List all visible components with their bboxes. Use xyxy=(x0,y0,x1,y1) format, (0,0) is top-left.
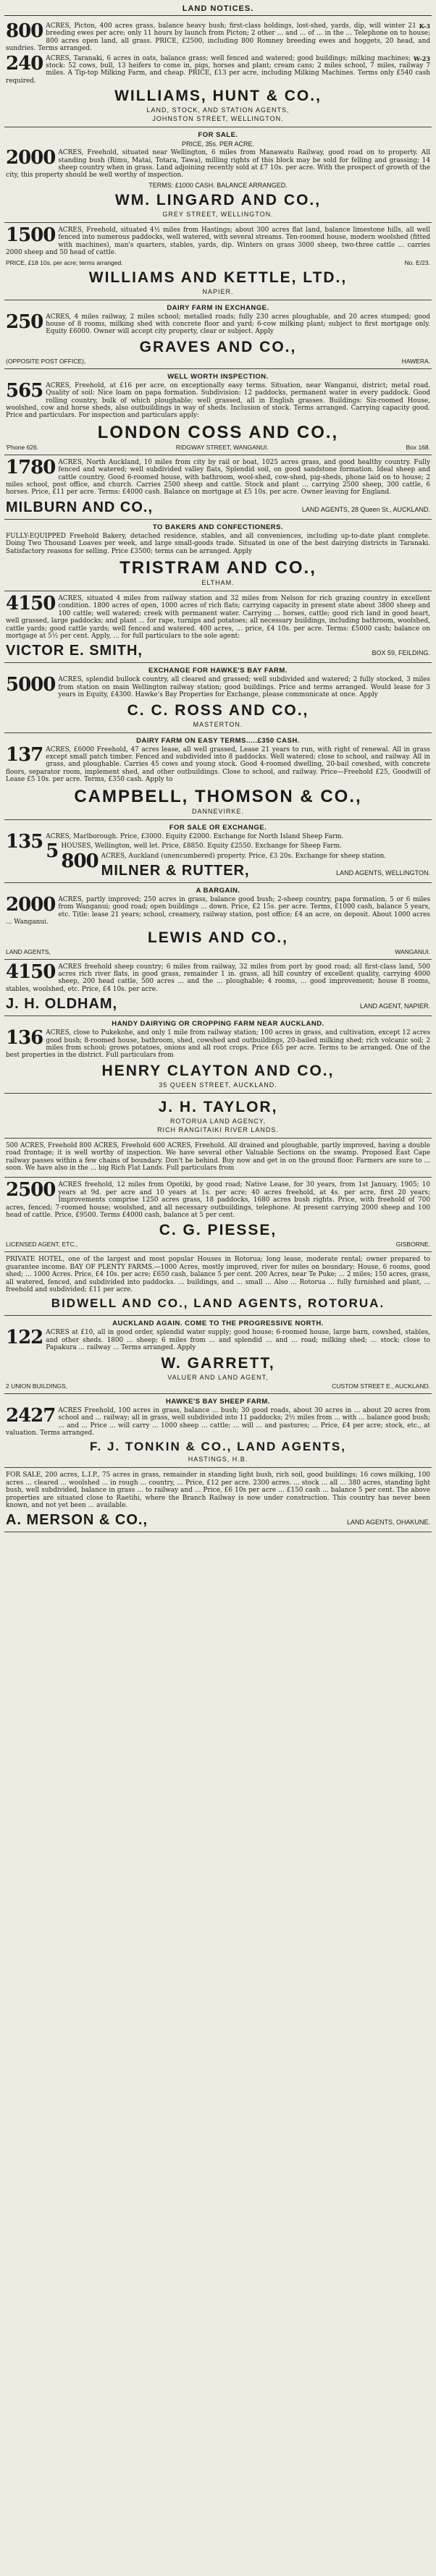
listing-text: ACRES freehold sheep country; 6 miles from railway, 32 miles from port by good road; all first-class land, 500 acres rich river flats, in good grass, remainder 1 in. grass, all hill country of excellent quality, carrying 4000 sheep, 200 head cattle, 500 acres ... and the ... ploughable; 4 rooms, ... good improvement; house 8 rooms, stables, woolshed, etc. Price, £4 10s. per acre. xyxy=(6,963,430,993)
listing-text: ACRES, Picton, 400 acres grass, balance heavy bush; first-class holdings, lost-shed, yards, dip, will winter 21 breeding ewes per acre; only 11 hours by launch from Picton; 2 other ... and ... of ... in the ... Telephone on to house; 800 acres open land, all grass. PRICE, £2500, including 800 Romney breeding ewes and hoggets, 20 head, and sundries. Terms arranged. xyxy=(6,22,430,53)
acreage-figure: 122 xyxy=(6,1327,43,1349)
property-listing xyxy=(6,1181,430,1219)
ad-heading: EXCHANGE FOR HAWKE'S BAY FARM. xyxy=(148,667,288,675)
acreage-figure: 2500 xyxy=(6,1179,56,1202)
property-listing xyxy=(6,960,430,994)
acreage-figure: 5 xyxy=(46,840,59,863)
firm-name: CAMPBELL, THOMSON & CO., xyxy=(74,786,362,806)
advertisement-merson xyxy=(4,1468,432,1532)
firm-row xyxy=(6,995,430,1013)
advertisement-lewis xyxy=(4,883,432,960)
acreage-figure: 1780 xyxy=(6,456,56,478)
listing-text: ACRES, Freehold, situated near Wellington, 6 miles from Manawatu Railway, good road on to property. All standing bush (Rimu, Matai, Totara, Tawa), milling rights of this block may be sold for felling and grassing; 14 sheep country when in grass. Land adjoining recently sold at £7 10s. per acre. With the prospect of growth of the city, this property should be well worthy of inspection. xyxy=(6,149,430,180)
advertisement-ross xyxy=(4,663,432,732)
property-listing xyxy=(6,379,430,420)
listing-text: ACRES, Auckland (unencumbered) property. Price, £3 20s. Exchange for sheep station. xyxy=(101,852,387,860)
firm-name: BIDWELL AND CO., LAND AGENTS, ROTORUA. xyxy=(51,1296,385,1311)
firm-address-row xyxy=(6,1241,430,1248)
firm-location: LAND AGENTS, WELLINGTON. xyxy=(336,869,430,877)
address-middle: RIDGWAY STREET, WANGANUI. xyxy=(175,443,269,451)
acreage-figure: 135 xyxy=(6,830,43,853)
advertisement-milburn xyxy=(4,455,432,520)
firm-location: BOX 59, FEILDING. xyxy=(372,649,430,657)
listing-text: FOR SALE, 200 acres, L.I.P., 75 acres in grass, remainder in standing light bush, rich soil, good buildings; 16 cows milking, 100 acres ... cleared ... woolshed ... in rough ... country, ... Price, £12 per acre. 2300 acres. ... stock ... all ... 380 acres, standing light bush, well subdivided, balance in grass ... to railway and ... Price, £6 10s per acre ... £150 cash ... balance 5 per cent. The above properties are situated close to Raetihi, where the Branch Railway is now under construction. This country has never been known, and not yet been ... available. xyxy=(6,1471,430,1509)
listing-text: ACRES Freehold, 100 acres in grass, balance ... bush; 30 good roads, about 30 acres in ... about 20 acres from school and ... railway; all in grass, well subdivided into 11 paddocks; 2½ miles from ... with ... balance good bush; ... and ... Price ... will carry ... 1000 sheep ... cattle; ... will ... and pastures; ... Price, £4 per acre; stock, etc., at valuation. Terms arranged. xyxy=(6,1406,430,1437)
advertisements xyxy=(4,19,432,1532)
property-listing xyxy=(6,1404,430,1437)
advertisement-piesse xyxy=(4,1178,432,1252)
firm-name: MILNER & RUTTER, xyxy=(101,862,250,879)
listing-text: ACRES, situated 4 miles from railway station and 32 miles from Nelson for rich grazing country in excellent condition. 1800 acres of open, 1000 acres of rich flats; carrying capacity in present state about 3800 sheep and 100 cattle; well watered; creek with permanent water. Carrying ... horses, cattle; good rich land in good heart, well grassed, large paddocks; and plant ... for rape, turnips and potatoes; all necessary buildings, including bathroom, woolshed, cattle yards; good cattle yards; well fenced and watered. 400 acres, ... price, £4 10s. per acre. Terms: £5000 cash; balance on mortgage at 5½ per cent. Apply, ... for full particulars to the sole agent: xyxy=(6,595,430,641)
firm-row xyxy=(6,1511,430,1529)
ad-heading: DAIRY FARM IN EXCHANGE. xyxy=(167,303,269,312)
property-listing xyxy=(6,1256,430,1293)
advertisement-taylor xyxy=(4,1094,432,1139)
address-right: HAWERA. xyxy=(401,357,430,365)
property-listing xyxy=(6,893,430,926)
ad-heading: A BARGAIN. xyxy=(196,886,240,895)
property-listing xyxy=(6,1142,430,1173)
firm-name: VICTOR E. SMITH, xyxy=(6,643,143,659)
acreage-figure: 137 xyxy=(6,743,43,766)
firm-subtitle: LAND, STOCK, AND STATION AGENTS, xyxy=(146,106,290,114)
firm-name: MILBURN AND CO., xyxy=(6,499,154,515)
property-listing xyxy=(6,743,430,784)
address-right: GISBORNE. xyxy=(395,1241,430,1249)
property-listing xyxy=(6,1471,430,1509)
address-right: WANGANUI. xyxy=(395,947,430,955)
ad-heading: TO BAKERS AND CONFECTIONERS. xyxy=(152,523,284,531)
firm-location: LAND AGENT, NAPIER. xyxy=(359,1002,430,1010)
firm-name: LEWIS AND CO., xyxy=(147,929,289,946)
address-right: CUSTOM STREET E., AUCKLAND. xyxy=(332,1382,430,1390)
ad-heading: FOR SALE OR EXCHANGE. xyxy=(169,823,267,832)
advertisement-tonkin xyxy=(4,1394,432,1469)
firm-name: J. H. TAYLOR, xyxy=(158,1098,278,1115)
listing-text: HOUSES, Wellington, well let. Price, £8850. Equity £2550. Exchange for Sheep Farm. xyxy=(61,843,342,850)
firm-subtitle: ELTHAM. xyxy=(201,579,235,586)
firm-subtitle: VALUER AND LAND AGENT, xyxy=(167,1373,269,1381)
firm-name: WILLIAMS AND KETTLE, LTD., xyxy=(88,269,348,286)
advertisement-victor xyxy=(4,591,432,663)
property-listing xyxy=(6,595,430,640)
firm-name: A. MERSON & CO., xyxy=(6,1512,148,1529)
address-left: 2 UNION BUILDINGS, xyxy=(6,1382,68,1390)
firm-address: RICH RANGITAIKI RIVER LANDS. xyxy=(157,1126,279,1133)
firm-name: LONDON COSS AND CO., xyxy=(97,422,339,442)
advertisement-taylor-lots xyxy=(4,1139,432,1178)
ad-heading: AUCKLAND AGAIN. COME TO THE PROGRESSIVE NORTH. xyxy=(112,1319,324,1328)
firm-name: C. G. PIESSE, xyxy=(159,1222,277,1239)
ad-subheading: PRICE, 35s. PER ACRE. xyxy=(181,140,255,148)
property-listing xyxy=(6,313,430,336)
firm-address-row xyxy=(6,358,430,365)
firm-row xyxy=(6,642,430,659)
advertisement-clayton xyxy=(4,1016,432,1094)
listing-text: ACRES, Freehold, at £16 per acre, on exceptionally easy terms. Situation, near Wanganui, district; metal road. Quality of soil: Nice loam on papa formation. Subdivision: 12 paddocks, permanent water in every paddock. Good rolling country, bulk of which ploughable; well grassed, all in English grasses. Buildings: Six-roomed House, woolshed, cow and horse sheds, also outbuildings in way of sheds. Inclusion of stock. Terms arranged. Carrying capacity good. Price and particulars. For inspection and particulars apply: xyxy=(6,381,430,420)
acreage-figure: 800 xyxy=(61,850,98,872)
firm-name: TRISTRAM AND CO., xyxy=(120,558,316,578)
listing-text: PRIVATE HOTEL, one of the largest and most popular Houses in Rotorua; long lease, moderate rental; owner prepared to guarantee income. BAY OF PLENTY FARMS.—1000 Acres, mostly improved, river for miles on boundary; House, 6 rooms, good shed; ... 1000 Acres. Price, £4 10s. per acre; £650 cash, balance 5 per cent. 200 Acres, near Te Puke; ... 2 miles; 150 acres, grass, all watered, fenced, and subdivided into paddocks. ... buildings, and ... small ... Also ... Rotorua ... fully furnished and plant, ... freehold and subdivided; £11 per acre. xyxy=(6,1256,430,1294)
acreage-figure: 136 xyxy=(6,1027,43,1050)
listing-text: ACRES, partly improved; 250 acres in grass, balance good bush; 2-sheep country, papa formation, 5 or 6 miles from Wanganui; good road; open buildings ... down. Price, £2 15s. per acre. Terms, £1000 cash, balance 5 years, etc. Title: lease 21 years; school, creamery, railway station, post office; £4 an acre, on deposit. About 1000 acres ... Wanganui. xyxy=(6,895,430,926)
advertisement-graves xyxy=(4,300,432,369)
acreage-figure: 800 xyxy=(6,20,43,42)
firm-name: F. J. TONKIN & CO., LAND AGENTS, xyxy=(90,1440,346,1454)
advertisement-london xyxy=(4,369,432,455)
acreage-figure: 2000 xyxy=(6,893,56,916)
firm-name: GRAVES AND CO., xyxy=(139,338,297,355)
listing-text: ACRES, Taranaki, 6 acres in oats, balance grass; well fenced and watered; good buildings; milking machines; stock: 52 cows, bull, 13 heifers to come in, pigs, horses and plant; cream cans; 2 miles school, 7 miles, railway 7 miles. A Tip-top Milking Farm, and cheap. PRICE, £13 per acre, including Milking Machines. Terms only £540 cash required. xyxy=(6,54,430,85)
newspaper-column xyxy=(4,0,432,1532)
firm-subtitle: NAPIER. xyxy=(202,287,234,295)
acreage-figure: 565 xyxy=(6,379,43,402)
listing-text: ACRES, Marlborough. Price, £3000. Equity £2000. Exchange for North Island Sheep Farm. xyxy=(46,832,344,840)
address-left: LICENSED AGENT, ETC., xyxy=(6,1241,78,1249)
listing-text: ACRES, Freehold, situated 4½ miles from Hastings; about 300 acres flat land, balance limestone hills, all well fenced into numerous paddocks, well watered, with several streams. Ten-roomed house, modern woolshed (fitted with machines), man's quarters, stables, yards, dip. Winters on grass 3000 sheep, two-three cattle ... carries 2000 sheep and 50 head of cattle. xyxy=(6,226,430,257)
acreage-figure: 2427 xyxy=(6,1404,56,1427)
property-listing xyxy=(6,149,430,180)
address-left: LAND AGENTS, xyxy=(6,947,51,955)
listing-text: FULLY-EQUIPPED Freehold Bakery, detached residence, stables, and all conveniences, including up-to-date plant complete. Doing Two Thousand Loaves per week, and large small-goods trade. Situated in one of the best dairying districts in Taranaki. Satisfactory reasons for selling. Price £3500; terms can be arranged. Apply xyxy=(6,532,430,555)
property-listing xyxy=(6,52,430,85)
listing-text: ACRES at £10, all in good order, splendid water supply; good house; 6-roomed house, large barn, cowshed, stables, and other sheds. 1800 ... sheep; 6 miles from ... and splendid ... and ... road; milking shed; ... stock; close to Papakura ... railway ... Terms arranged. Apply xyxy=(46,1329,430,1352)
firm-subtitle: ROTORUA LAND AGENCY, xyxy=(169,1117,267,1125)
listing-text: ACRES, 4 miles railway, 2 miles school; metalled roads; fully 230 acres ploughable, and 20 acres stumped; good house of 8 rooms, milking shed with concrete floor and yard; 6-cow milking plant; subject to first mortgage only. Equity £6000. Owner will accept city property, clear or subject. Apply xyxy=(46,313,430,336)
terms-line: TERMS: £1000 CASH. BALANCE ARRANGED. xyxy=(148,181,288,189)
listing-reference: W-23 xyxy=(414,54,430,62)
ad-heading: FOR SALE. xyxy=(198,131,238,140)
firm-subtitle: GREY STREET, WELLINGTON. xyxy=(162,210,274,218)
advertisement-wk xyxy=(4,223,432,300)
advertisement-garrett xyxy=(4,1316,432,1393)
firm-subtitle: 35 QUEEN STREET, AUCKLAND. xyxy=(159,1081,277,1089)
listing-text: ACRES, close to Pukekohe, and only 1 mile from railway station; 100 acres in grass, and cultivation, except 12 acres good bush; 8-roomed house, bathroom, shed, cowshed and outbuildings, 20-bailed milking shed; rich volcanic soil; 2 miles from school; grows potatoes, onions and all root crops. Price £65 per acre. Terms to be arranged. One of the best properties in the district. Full particulars from xyxy=(6,1029,430,1060)
firm-row xyxy=(101,862,430,879)
listing-text: ACRES freehold, 12 miles from Opotiki, by good road; Native Lease, for 30 years, from 1st January, 1905; 10 years at 9d. per acre and 10 years at 1s. per acre; 40 acres freehold, at 4s. per acre, first 20 years; Improvements comprise 1250 acres grass, 18 paddocks, 1680 acres bush rights. Price, with freehold of 700 acres, fenced; 7-roomed house; woolshed, and all necessary outbuildings, telephone. At present carrying 2000 sheep and 100 head of cattle. Price, £9500. Terms £4000 cash, balance at 5 per cent. xyxy=(6,1181,430,1220)
ad-heading: DAIRY FARM ON EASY TERMS.....£350 CASH. xyxy=(136,736,300,745)
advertisement-bidwell xyxy=(4,1252,432,1316)
property-listing xyxy=(6,224,430,257)
property-listing xyxy=(6,676,430,698)
listing-text: ACRES, splendid bullock country, all cleared and grassed; well subdivided and watered; 2 fully stocked, 3 miles from station on main Wellington railway station; good buildings. Price and terms arranged. Would lease for 3 years in Equity, £4300. Hawke's Bay Properties for Exchange, please communicate at once. Apply xyxy=(58,676,430,699)
acreage-figure: 5000 xyxy=(6,674,56,696)
firm-location: LAND AGENTS, 28 Queen St., AUCKLAND. xyxy=(301,505,430,513)
advertisement-tristram xyxy=(4,520,432,591)
listing-reference: K-3 xyxy=(419,22,430,30)
column-masthead: LAND NOTICES. xyxy=(4,4,432,16)
acreage-figure: 1500 xyxy=(6,224,56,246)
advertisement-campbell xyxy=(4,733,432,820)
address-left: (OPPOSITE POST OFFICE), xyxy=(6,357,86,365)
firm-row xyxy=(6,499,430,516)
acreage-figure: 2000 xyxy=(6,147,56,169)
price-row xyxy=(6,259,430,266)
address-right: Box 168. xyxy=(406,443,430,451)
firm-name: WILLIAMS, HUNT & CO., xyxy=(114,88,322,105)
price-reference: No. E/23. xyxy=(404,258,430,266)
firm-name: J. H. OLDHAM, xyxy=(6,996,118,1013)
firm-subtitle: MASTERTON. xyxy=(193,720,243,728)
firm-address: HASTINGS, H.B. xyxy=(188,1456,248,1464)
firm-address-row xyxy=(6,948,430,955)
acreage-figure: 4150 xyxy=(6,593,56,615)
firm-name: HENRY CLAYTON AND CO., xyxy=(101,1062,335,1079)
firm-name: C. C. ROSS AND CO., xyxy=(127,701,309,719)
firm-address-row xyxy=(6,444,430,451)
price-line: PRICE, £18 10s. per acre; terms arranged. xyxy=(6,258,123,266)
advertisement-lingard xyxy=(4,127,432,223)
advertisement-oldham xyxy=(4,960,432,1017)
address-left: 'Phone 626. xyxy=(6,443,39,451)
property-listing xyxy=(6,456,430,497)
property-listing xyxy=(6,1029,430,1060)
firm-name: W. GARRETT, xyxy=(161,1354,275,1372)
advertisement-milner xyxy=(4,820,432,883)
firm-address: JOHNSTON STREET, WELLINGTON. xyxy=(152,115,284,123)
listing-text: ACRES, £6000 Freehold, 47 acres lease, all well grassed, Lease 21 years to run, with right of renewal. All in grass except small patch timber. Fenced and subdivided into 8 paddocks. Well watered; close to school, and railway. All in grass, and ploughable. Carries 45 cows and young stock. Good 4-roomed dwelling, 20-bail cowshed, with concrete floors, separator room, implement shed, and other outbuildings. Close to school, and railway. Price—Freehold £25, Goodwill of Lease £5 10s. per acre. Terms, £350 cash. Apply to xyxy=(6,746,430,784)
firm-address-row xyxy=(6,1382,430,1390)
firm-location: LAND AGENTS, OHAKUNE. xyxy=(346,1519,430,1526)
acreage-figure: 240 xyxy=(6,52,43,75)
listing-text: ACRES, North Auckland, 10 miles from city by rail or boat, 1025 acres grass, and good healthy country. Fully fenced and watered; well subdivided valley flats, Splendid soil, on good sandstone formation. Ideal sheep and cattle country. Good 6-roomed house, with bathroom, wool-shed, cow-shed, pig-sheds, phone laid on to house; 2 miles school, post office, and church. Carries 2500 sheep and cattle. Stock and plant ... carrying 2500 sheep, 300 cattle, 6 horses. Price, £11 per acre. Terms: £4000 cash. Balance on mortgage at £5 10s. per acre. Owner leaving for England. xyxy=(6,458,430,497)
firm-name: WM. LINGARD AND CO., xyxy=(114,191,322,208)
acreage-figure: 250 xyxy=(6,311,43,333)
firm-subtitle: DANNEVIRKE. xyxy=(191,807,244,815)
listing-text: 500 ACRES, Freehold 800 ACRES, Freehold 600 ACRES, Freehold. All drained and ploughable, partly improved, having a double road frontage; it is well worthy of inspection. We have several other Valuable Sections on the swamp. Proposed East Cape railway passes within a few chains of boundary. Don't be behind. Buy now and get in on the ground floor. Farmers are sure to ... soon. We have also in the ... big Rich Flat Lands. Full particulars from xyxy=(6,1141,430,1172)
ad-heading: HANDY DAIRYING OR CROPPING FARM NEAR AUCKLAND. xyxy=(112,1020,324,1029)
property-listing xyxy=(6,22,430,53)
acreage-figure: 4150 xyxy=(6,960,56,983)
ad-heading: HAWKE'S BAY SHEEP FARM. xyxy=(166,1397,270,1406)
property-listing xyxy=(6,1329,430,1351)
ad-heading: WELL WORTH INSPECTION. xyxy=(167,372,269,381)
advertisement-whs xyxy=(4,19,432,127)
property-listing xyxy=(6,533,430,555)
